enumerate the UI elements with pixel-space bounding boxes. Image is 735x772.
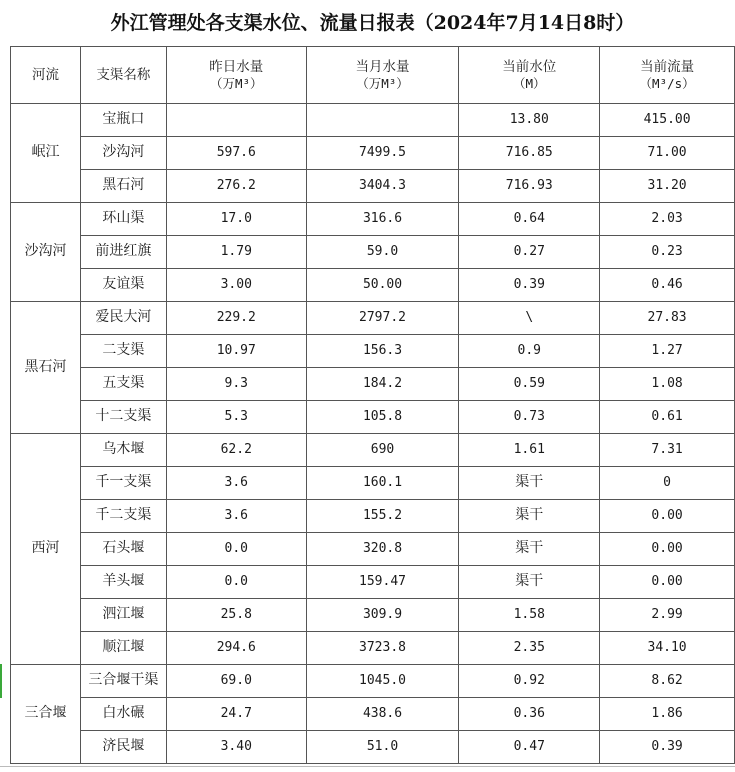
level-cell[interactable]: 0.64 bbox=[459, 203, 600, 236]
month-cell[interactable]: 1045.0 bbox=[306, 665, 459, 698]
canal-name-cell[interactable]: 友谊渠 bbox=[80, 269, 166, 302]
level-cell[interactable]: 渠干 bbox=[459, 500, 600, 533]
yesterday-cell[interactable]: 24.7 bbox=[166, 698, 306, 731]
table-row bbox=[11, 236, 735, 269]
row-selection-marker bbox=[0, 664, 8, 698]
table-row bbox=[11, 368, 735, 401]
flow-cell[interactable]: 0 bbox=[600, 467, 735, 500]
river-cell[interactable]: 黑石河 bbox=[11, 302, 81, 434]
header-flow-unit: （M³/s） bbox=[639, 75, 695, 91]
flow-cell[interactable]: 0.39 bbox=[600, 731, 735, 764]
level-cell[interactable]: 0.92 bbox=[459, 665, 600, 698]
yesterday-cell[interactable]: 69.0 bbox=[166, 665, 306, 698]
yesterday-cell[interactable]: 294.6 bbox=[166, 632, 306, 665]
header-level-unit: （M） bbox=[513, 75, 546, 91]
level-cell[interactable]: \ bbox=[459, 302, 600, 335]
table-row bbox=[11, 434, 735, 467]
flow-cell[interactable]: 0.61 bbox=[600, 401, 735, 434]
month-cell[interactable]: 184.2 bbox=[306, 368, 459, 401]
level-cell[interactable]: 716.85 bbox=[459, 137, 600, 170]
table-row bbox=[11, 533, 735, 566]
month-cell[interactable]: 320.8 bbox=[306, 533, 459, 566]
level-cell[interactable]: 0.9 bbox=[459, 335, 600, 368]
header-flow-label: 当前流量 bbox=[640, 58, 695, 75]
table-row bbox=[11, 269, 735, 302]
header-level-label: 当前水位 bbox=[502, 58, 557, 75]
month-cell[interactable]: 59.0 bbox=[306, 236, 459, 269]
header-month-volume bbox=[306, 47, 459, 104]
canal-name-cell[interactable]: 宝瓶口 bbox=[80, 104, 166, 137]
yesterday-cell[interactable]: 597.6 bbox=[166, 137, 306, 170]
yesterday-cell[interactable] bbox=[166, 104, 306, 137]
canal-name-cell[interactable]: 泗江堰 bbox=[80, 599, 166, 632]
yesterday-cell[interactable]: 5.3 bbox=[166, 401, 306, 434]
month-cell[interactable]: 155.2 bbox=[306, 500, 459, 533]
yesterday-cell[interactable]: 17.0 bbox=[166, 203, 306, 236]
yesterday-cell[interactable]: 3.6 bbox=[166, 500, 306, 533]
table-row bbox=[11, 632, 735, 665]
level-cell[interactable]: 0.73 bbox=[459, 401, 600, 434]
month-cell[interactable]: 690 bbox=[306, 434, 459, 467]
canal-name-cell[interactable]: 济民堰 bbox=[80, 731, 166, 764]
flow-cell[interactable]: 71.00 bbox=[600, 137, 735, 170]
yesterday-cell[interactable]: 229.2 bbox=[166, 302, 306, 335]
level-cell[interactable]: 716.93 bbox=[459, 170, 600, 203]
table-row bbox=[11, 170, 735, 203]
level-cell[interactable]: 渠干 bbox=[459, 566, 600, 599]
yesterday-cell[interactable]: 10.97 bbox=[166, 335, 306, 368]
daily-report-table bbox=[10, 46, 735, 764]
yesterday-cell[interactable]: 0.0 bbox=[166, 566, 306, 599]
yesterday-cell[interactable]: 25.8 bbox=[166, 599, 306, 632]
header-yesterday-volume bbox=[166, 47, 306, 104]
flow-cell[interactable]: 2.99 bbox=[600, 599, 735, 632]
table-row bbox=[11, 731, 735, 764]
canal-name-cell[interactable]: 千一支渠 bbox=[80, 467, 166, 500]
flow-cell[interactable]: 27.83 bbox=[600, 302, 735, 335]
flow-cell[interactable]: 31.20 bbox=[600, 170, 735, 203]
table-row bbox=[11, 104, 735, 137]
table-row bbox=[11, 302, 735, 335]
level-cell[interactable]: 1.61 bbox=[459, 434, 600, 467]
header-yesterday-unit: （万M³） bbox=[209, 75, 263, 91]
month-cell[interactable]: 3723.8 bbox=[306, 632, 459, 665]
level-cell[interactable]: 渠干 bbox=[459, 533, 600, 566]
header-yesterday-label: 昨日水量 bbox=[209, 58, 264, 75]
yesterday-cell[interactable]: 3.40 bbox=[166, 731, 306, 764]
flow-cell[interactable]: 0.46 bbox=[600, 269, 735, 302]
canal-name-cell[interactable]: 沙沟河 bbox=[80, 137, 166, 170]
month-cell[interactable]: 316.6 bbox=[306, 203, 459, 236]
flow-cell[interactable]: 0.00 bbox=[600, 500, 735, 533]
sheet-bottom-gridline bbox=[0, 766, 735, 767]
header-row bbox=[11, 47, 735, 104]
canal-name-cell[interactable]: 环山渠 bbox=[80, 203, 166, 236]
canal-name-cell[interactable]: 五支渠 bbox=[80, 368, 166, 401]
month-cell[interactable]: 3404.3 bbox=[306, 170, 459, 203]
canal-name-cell[interactable]: 石头堰 bbox=[80, 533, 166, 566]
river-cell[interactable]: 沙沟河 bbox=[11, 203, 81, 302]
month-cell[interactable]: 7499.5 bbox=[306, 137, 459, 170]
month-cell[interactable]: 2797.2 bbox=[306, 302, 459, 335]
canal-name-cell[interactable]: 乌木堰 bbox=[80, 434, 166, 467]
yesterday-cell[interactable]: 9.3 bbox=[166, 368, 306, 401]
canal-name-cell[interactable]: 前进红旗 bbox=[80, 236, 166, 269]
canal-name-cell[interactable]: 黑石河 bbox=[80, 170, 166, 203]
yesterday-cell[interactable]: 62.2 bbox=[166, 434, 306, 467]
month-cell[interactable]: 51.0 bbox=[306, 731, 459, 764]
canal-name-cell[interactable]: 羊头堰 bbox=[80, 566, 166, 599]
flow-cell[interactable]: 34.10 bbox=[600, 632, 735, 665]
level-cell[interactable]: 渠干 bbox=[459, 467, 600, 500]
month-cell[interactable]: 156.3 bbox=[306, 335, 459, 368]
table-row bbox=[11, 467, 735, 500]
month-cell[interactable]: 105.8 bbox=[306, 401, 459, 434]
canal-name-cell[interactable]: 二支渠 bbox=[80, 335, 166, 368]
month-cell[interactable]: 438.6 bbox=[306, 698, 459, 731]
table-row bbox=[11, 137, 735, 170]
level-cell[interactable]: 1.58 bbox=[459, 599, 600, 632]
level-cell[interactable]: 0.39 bbox=[459, 269, 600, 302]
header-month-unit: （万M³） bbox=[356, 75, 409, 91]
report-title: 外江管理处各支渠水位、流量日报表（2024年7月14日8时） bbox=[110, 12, 635, 34]
header-canal-name: 支渠名称 bbox=[80, 47, 166, 104]
canal-name-cell[interactable]: 白水碾 bbox=[80, 698, 166, 731]
river-cell[interactable]: 三合堰 bbox=[11, 665, 81, 764]
month-cell[interactable]: 159.47 bbox=[306, 566, 459, 599]
header-river: 河流 bbox=[11, 47, 81, 104]
flow-cell[interactable]: 1.86 bbox=[600, 698, 735, 731]
header-month-label: 当月水量 bbox=[355, 58, 410, 75]
canal-name-cell[interactable]: 爱民大河 bbox=[80, 302, 166, 335]
level-cell[interactable]: 0.36 bbox=[459, 698, 600, 731]
level-cell[interactable]: 0.47 bbox=[459, 731, 600, 764]
canal-name-cell[interactable]: 顺江堰 bbox=[80, 632, 166, 665]
table-row bbox=[11, 335, 735, 368]
flow-cell[interactable]: 2.03 bbox=[600, 203, 735, 236]
table-row bbox=[11, 500, 735, 533]
flow-cell[interactable]: 0.23 bbox=[600, 236, 735, 269]
river-cell[interactable]: 岷江 bbox=[11, 104, 81, 203]
table-row bbox=[11, 566, 735, 599]
yesterday-cell[interactable]: 1.79 bbox=[166, 236, 306, 269]
flow-cell[interactable]: 1.27 bbox=[600, 335, 735, 368]
level-cell[interactable]: 2.35 bbox=[459, 632, 600, 665]
table-row bbox=[11, 203, 735, 236]
level-cell[interactable]: 13.80 bbox=[459, 104, 600, 137]
flow-cell[interactable]: 0.00 bbox=[600, 533, 735, 566]
flow-cell[interactable]: 7.31 bbox=[600, 434, 735, 467]
table-row bbox=[11, 665, 735, 698]
level-cell[interactable]: 0.27 bbox=[459, 236, 600, 269]
canal-name-cell[interactable]: 千二支渠 bbox=[80, 500, 166, 533]
header-current-level bbox=[459, 47, 600, 104]
canal-name-cell[interactable]: 十二支渠 bbox=[80, 401, 166, 434]
level-cell[interactable]: 0.59 bbox=[459, 368, 600, 401]
river-cell[interactable]: 西河 bbox=[11, 434, 81, 665]
month-cell[interactable] bbox=[306, 104, 459, 137]
flow-cell[interactable]: 0.00 bbox=[600, 566, 735, 599]
table-row bbox=[11, 401, 735, 434]
flow-cell[interactable]: 1.08 bbox=[600, 368, 735, 401]
yesterday-cell[interactable]: 3.6 bbox=[166, 467, 306, 500]
table-row bbox=[11, 698, 735, 731]
flow-cell[interactable]: 415.00 bbox=[600, 104, 735, 137]
yesterday-cell[interactable]: 3.00 bbox=[166, 269, 306, 302]
month-cell[interactable]: 160.1 bbox=[306, 467, 459, 500]
month-cell[interactable]: 50.00 bbox=[306, 269, 459, 302]
flow-cell[interactable]: 8.62 bbox=[600, 665, 735, 698]
month-cell[interactable]: 309.9 bbox=[306, 599, 459, 632]
header-current-flow bbox=[600, 47, 735, 104]
yesterday-cell[interactable]: 276.2 bbox=[166, 170, 306, 203]
canal-name-cell[interactable]: 三合堰干渠 bbox=[80, 665, 166, 698]
table-row bbox=[11, 599, 735, 632]
yesterday-cell[interactable]: 0.0 bbox=[166, 533, 306, 566]
